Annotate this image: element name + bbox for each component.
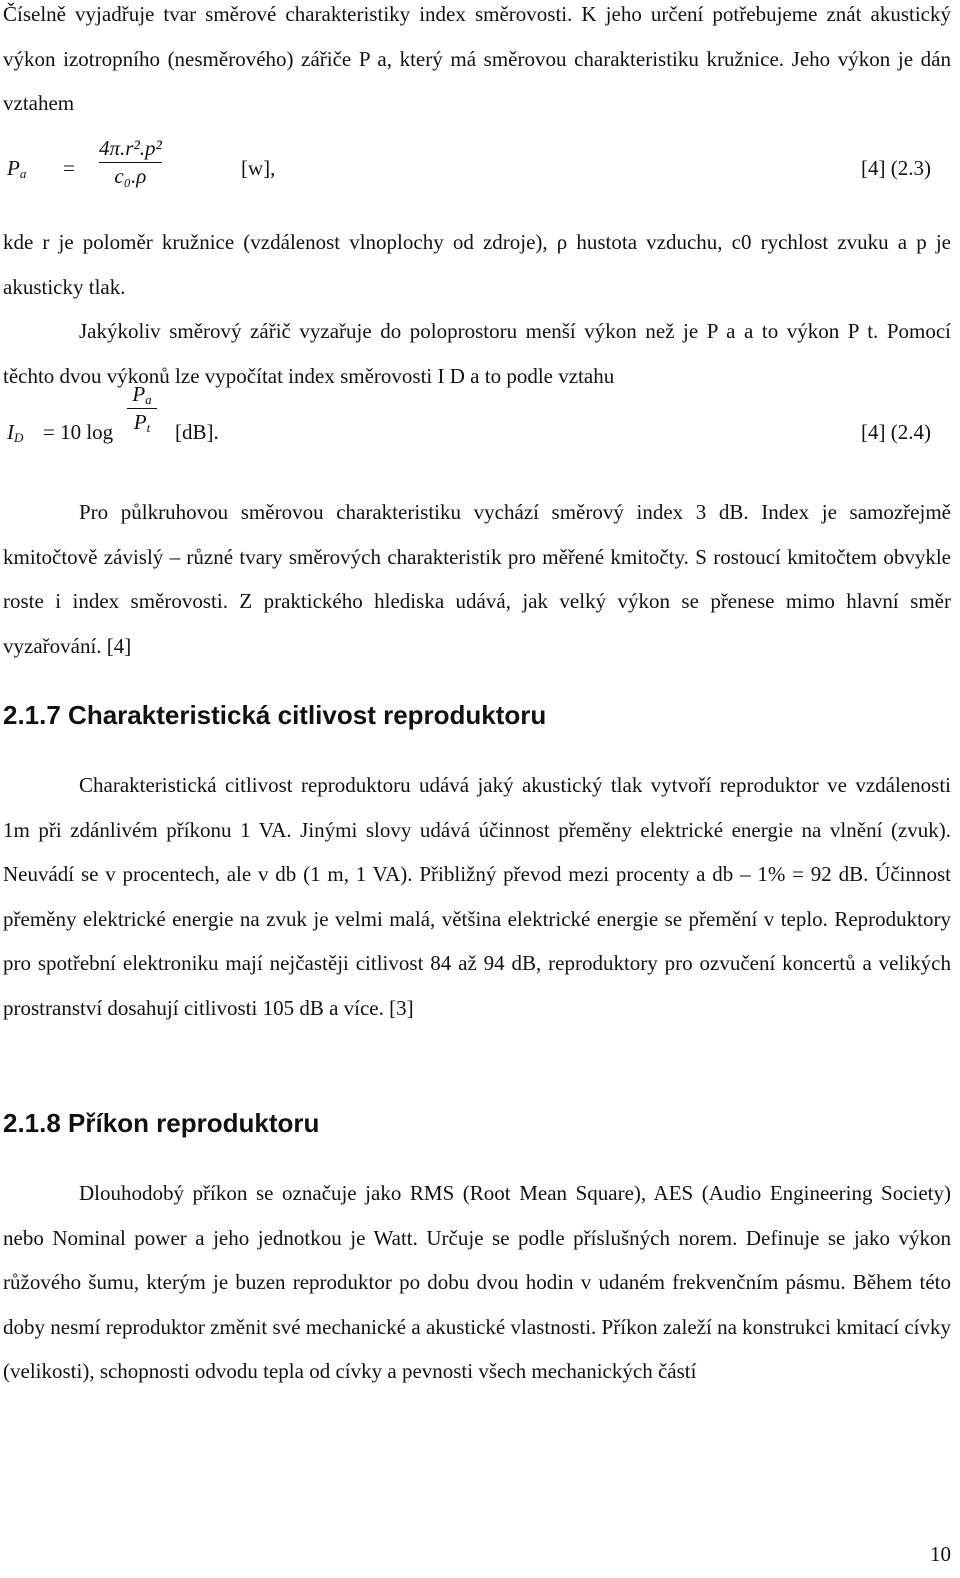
section-2-1-7-heading: 2.1.7 Charakteristická citlivost reproduktoru xyxy=(3,700,547,730)
where-paragraph: kde r je poloměr kružnice (vzdálenost vlnoplochy od zdroje), ρ hustota vzduchu, c0 rychlost zvuku a p je akusticky tlak. xyxy=(3,230,951,299)
eq23-unit: [w], xyxy=(241,156,276,180)
eq23-lhs: $P_a$ xyxy=(7,156,27,181)
eq24-lhs-sub: D xyxy=(14,430,24,445)
eq24-lhs: $I_D$ xyxy=(7,420,24,445)
section-2-1-8-paragraph: Dlouhodobý příkon se označuje jako RMS (Root Mean Square), AES (Audio Engineering Society) nebo Nominal power a jeho jednotkou je Watt. Určuje se podle příslušných norem. Definuje se jako výkon růžového šumu, kterým je buzen reproduktor po dobu dvou hodin v udaném frekvenčním pásmu. Během této doby nesmí reproduktor změnit své mechanické a akustické vlastnosti. Příkon zaleží na konstrukci kmitací cívky (velikosti), schopnosti odvodu tepla od cívky a pevnosti všech mechanických částí xyxy=(3,1181,951,1384)
page-number: 10 xyxy=(930,1542,951,1566)
eq24-denominator: $P_t$ xyxy=(133,410,151,435)
eq24-equals: = 10 log xyxy=(43,420,114,444)
eq23-fraction-bar xyxy=(99,162,162,163)
intro-paragraph: Číselně vyjadřuje tvar směrové charakteristiky index směrovosti. K jeho určení potřebujeme znát akustický výkon izotropního (nesměrového) zářiče P a, který má směrovou charakteristiku kružnice. Jeho výkon je dán vztahem xyxy=(3,2,951,116)
eq23-equals: = xyxy=(63,156,75,180)
eq24-reference: [4] (2.4) xyxy=(861,420,931,444)
eq23-numerator: 4π.r².p² xyxy=(99,136,162,160)
eq24-numerator: $P_a$ xyxy=(132,382,152,407)
eq23-denominator: c₀.ρ xyxy=(114,164,147,188)
eq24-unit: [dB]. xyxy=(175,420,219,444)
section-2-1-8-heading: 2.1.8 Příkon reproduktoru xyxy=(3,1108,320,1138)
directional-paragraph: Jakýkoliv směrový zářič vyzařuje do poloprostoru menší výkon než je P a a to výkon P t. Pomocí těchto dvou výkonů lze vypočítat index směrovosti I D a to podle vztahu xyxy=(3,319,951,388)
equation-2-4 xyxy=(3,380,951,460)
eq24-fraction xyxy=(127,382,157,435)
eq24-num-sub: a xyxy=(145,392,152,407)
section-2-1-7-paragraph: Charakteristická citlivost reproduktoru udává jaký akustický tlak vytvoří reproduktor ve vzdálenosti 1m při zdánlivém příkonu 1 VA. Jinými slovy udává účinnost přeměny elektrické energie na vlnění (zvuk). Neuvádí se v procentech, ale v db (1 m, 1 VA). Přibližný převod mezi procenty a db – 1% = 92 dB. Účinnost přeměny elektrické energie na zvuk je velmi malá, většina elektrické energie se přemění v teplo. Reproduktory pro spotřební elektroniku mají nejčastěji citlivost 84 až 94 dB, reproduktory pro ozvučení koncertů a velikých prostranství dosahují citlivosti 105 dB a více. [3] xyxy=(3,773,951,1020)
eq23-lhs-sub: a xyxy=(19,166,27,181)
equation-2-3 xyxy=(3,134,951,214)
eq24-fraction-bar xyxy=(127,408,157,409)
eq24-den-sub: t xyxy=(146,420,151,435)
halfcircle-paragraph: Pro půlkruhovou směrovou charakteristiku vychází směrový index 3 dB. Index je samozřejmě kmitočtově závislý – různé tvary směrových charakteristik pro měřené kmitočty. S rostoucí kmitočtem obvykle roste i index směrovosti. Z praktického hlediska udává, jak velký výkon se přenese mimo hlavní směr vyzařování. [4] xyxy=(3,500,951,658)
eq23-fraction xyxy=(99,136,162,189)
eq23-reference: [4] (2.3) xyxy=(861,156,931,180)
